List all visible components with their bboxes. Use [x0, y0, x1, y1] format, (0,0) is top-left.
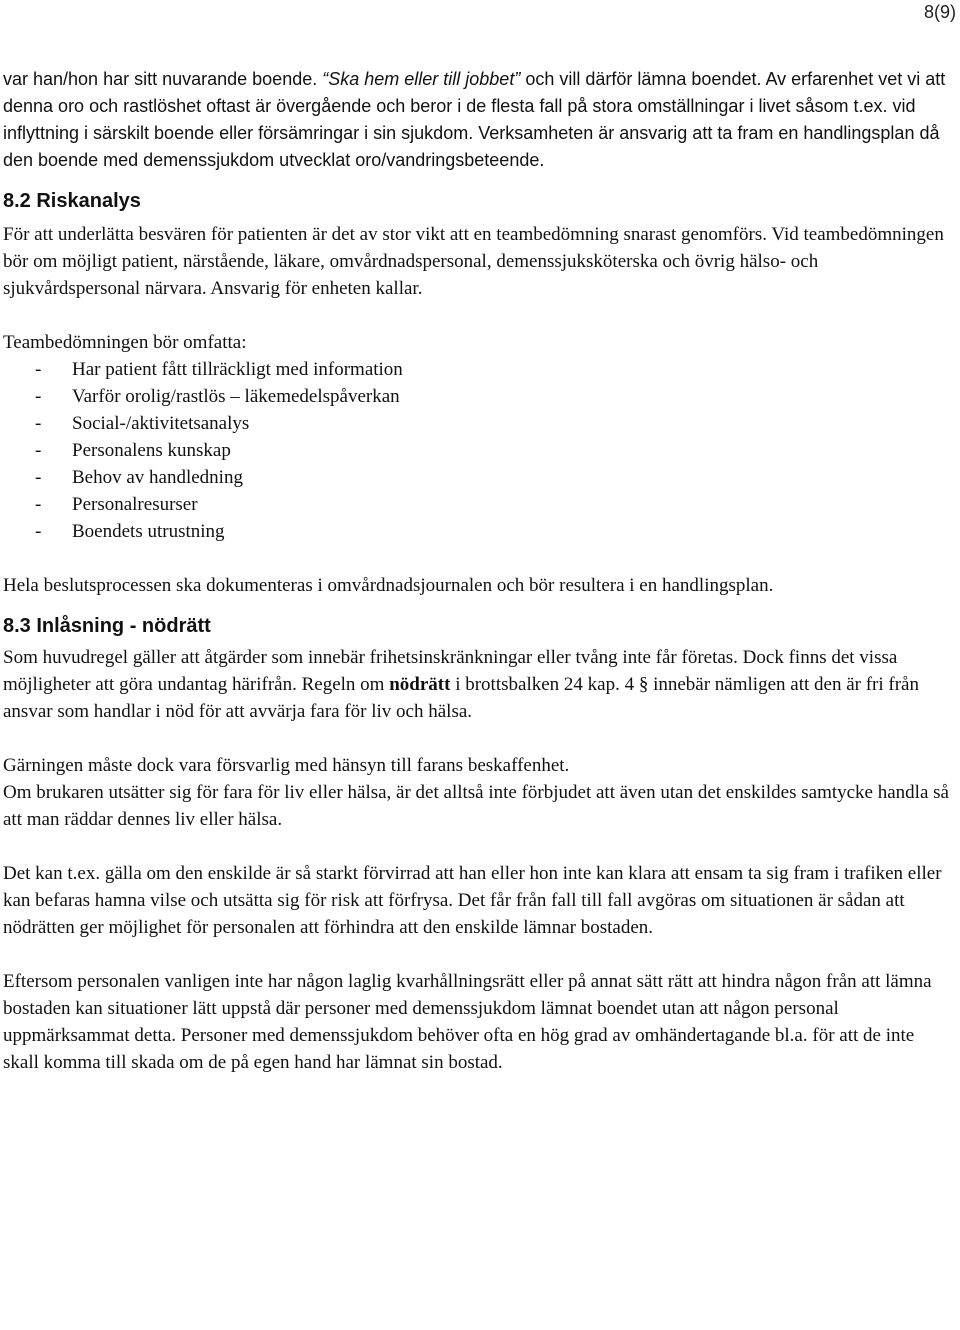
- documentation-paragraph: Hela beslutsprocessen ska dokumenteras i omvårdnadsjournalen och bör resultera i en handlingsplan.: [3, 575, 774, 596]
- list-item-text: Social-/aktivitetsanalys: [72, 413, 250, 434]
- dash-bullet: -: [35, 440, 42, 461]
- intro-text-b: och vill därför lämna boendet. Av erfarenhet vet vi att denna oro och rastlöshet oftast är övergående och beror i de flesta fall på stora omställningar i livet såsom t.ex. vid inflyttning i särskilt boende eller försämringar i sin sjukdom. Verksamheten är ansvarig att ta fram en handlingsplan då den boende med demenssjukdom utvecklat oro/vandringsbeteende.: [3, 69, 946, 170]
- list-item: [3, 491, 953, 518]
- brukaren-paragraph: Om brukaren utsätter sig för fara för liv eller hälsa, är det alltså inte förbjudet att även utan det enskildes samtycke handla så att man räddar dennes liv eller hälsa.: [3, 782, 949, 830]
- intro-quote: “Ska hem eller till jobbet”: [322, 69, 521, 89]
- dash-bullet: -: [35, 413, 42, 434]
- nodratt-text-b: i brottsbalken 24 kap. 4 § innebär nämligen att den är fri från ansvar som handlar i nöd för att avvärja fara för liv och hälsa.: [3, 674, 919, 722]
- nodratt-text-a: Som huvudregel gäller att åtgärder som innebär frihetsinskränkningar eller tvång inte får företas. Dock finns det vissa möjligheter att göra undantag härifrån. Regeln om: [3, 647, 898, 695]
- dash-bullet: -: [35, 467, 42, 488]
- example-paragraph: Det kan t.ex. gälla om den enskilde är så starkt förvirrad att han eller hon inte kan klara att ensam ta sig fram i trafiken eller kan befaras hamna vilse och utsätta sig för risk att förfrysa. Det får från fall till fall avgöras om situationen är sådan att nödrätten ger möjlighet för personalen att förhindra att den enskilde lämnar bostaden.: [3, 863, 942, 938]
- list-item: [3, 464, 953, 491]
- page-number: 8(9): [923, 2, 956, 22]
- list-item: [3, 437, 953, 464]
- dash-bullet: -: [35, 521, 42, 542]
- section-heading-8-2: 8.2 Riskanalys: [3, 190, 141, 212]
- intro-paragraph: [3, 66, 953, 174]
- personal-paragraph: Eftersom personalen vanligen inte har någon laglig kvarhållningsrätt eller på annat sätt rätt att hindra någon från att lämna bostaden kan situationer lätt uppstå där personer med demenssjukdom lämnat boendet utan att någon personal uppmärksammat detta. Personer med demenssjukdom behöver ofta en hög grad av omhändertagande bl.a. för att de inte skall komma till skada om de på egen hand har lämnat sin bostad.: [3, 971, 932, 1073]
- document-body: [3, 66, 953, 1076]
- list-item-text: Behov av handledning: [72, 467, 243, 488]
- dash-bullet: -: [35, 386, 42, 407]
- list-item-text: Boendets utrustning: [72, 521, 225, 542]
- riskanalys-paragraph: [3, 221, 953, 302]
- list-item-text: Har patient fått tillräckligt med information: [72, 359, 403, 380]
- nodratt-paragraph: [3, 644, 953, 725]
- dash-bullet: -: [35, 359, 42, 380]
- assessment-list: [3, 356, 953, 545]
- section-heading-8-3: 8.3 Inlåsning - nödrätt: [3, 615, 211, 637]
- dash-bullet: -: [35, 494, 42, 515]
- riskanalys-text-a: För att underlätta besvären för patienten är det av stor vikt att en teambedömning snarast genomförs.: [3, 224, 767, 245]
- list-item-text: Personalens kunskap: [72, 440, 231, 461]
- intro-text-a: var han/hon har sitt nuvarande boende.: [3, 69, 323, 89]
- list-item: [3, 410, 953, 437]
- riskanalys-text-b: Vid teambedömningen bör om möjligt patient, närstående, läkare, omvårdnadspersonal, demenssjuksköterska och övrig hälso- och sjukvårdspersonal närvara. Ansvarig för enheten kallar.: [3, 224, 944, 299]
- list-item-text: Personalresurser: [72, 494, 198, 515]
- list-item: [3, 518, 953, 545]
- nodratt-term: nödrätt: [389, 674, 451, 695]
- list-intro: Teambedömningen bör omfatta:: [3, 332, 247, 353]
- list-item: [3, 383, 953, 410]
- list-item-text: Varför orolig/rastlös – läkemedelspåverkan: [72, 386, 400, 407]
- garningen-paragraph: Gärningen måste dock vara försvarlig med hänsyn till farans beskaffenhet.: [3, 755, 570, 776]
- list-item: [3, 356, 953, 383]
